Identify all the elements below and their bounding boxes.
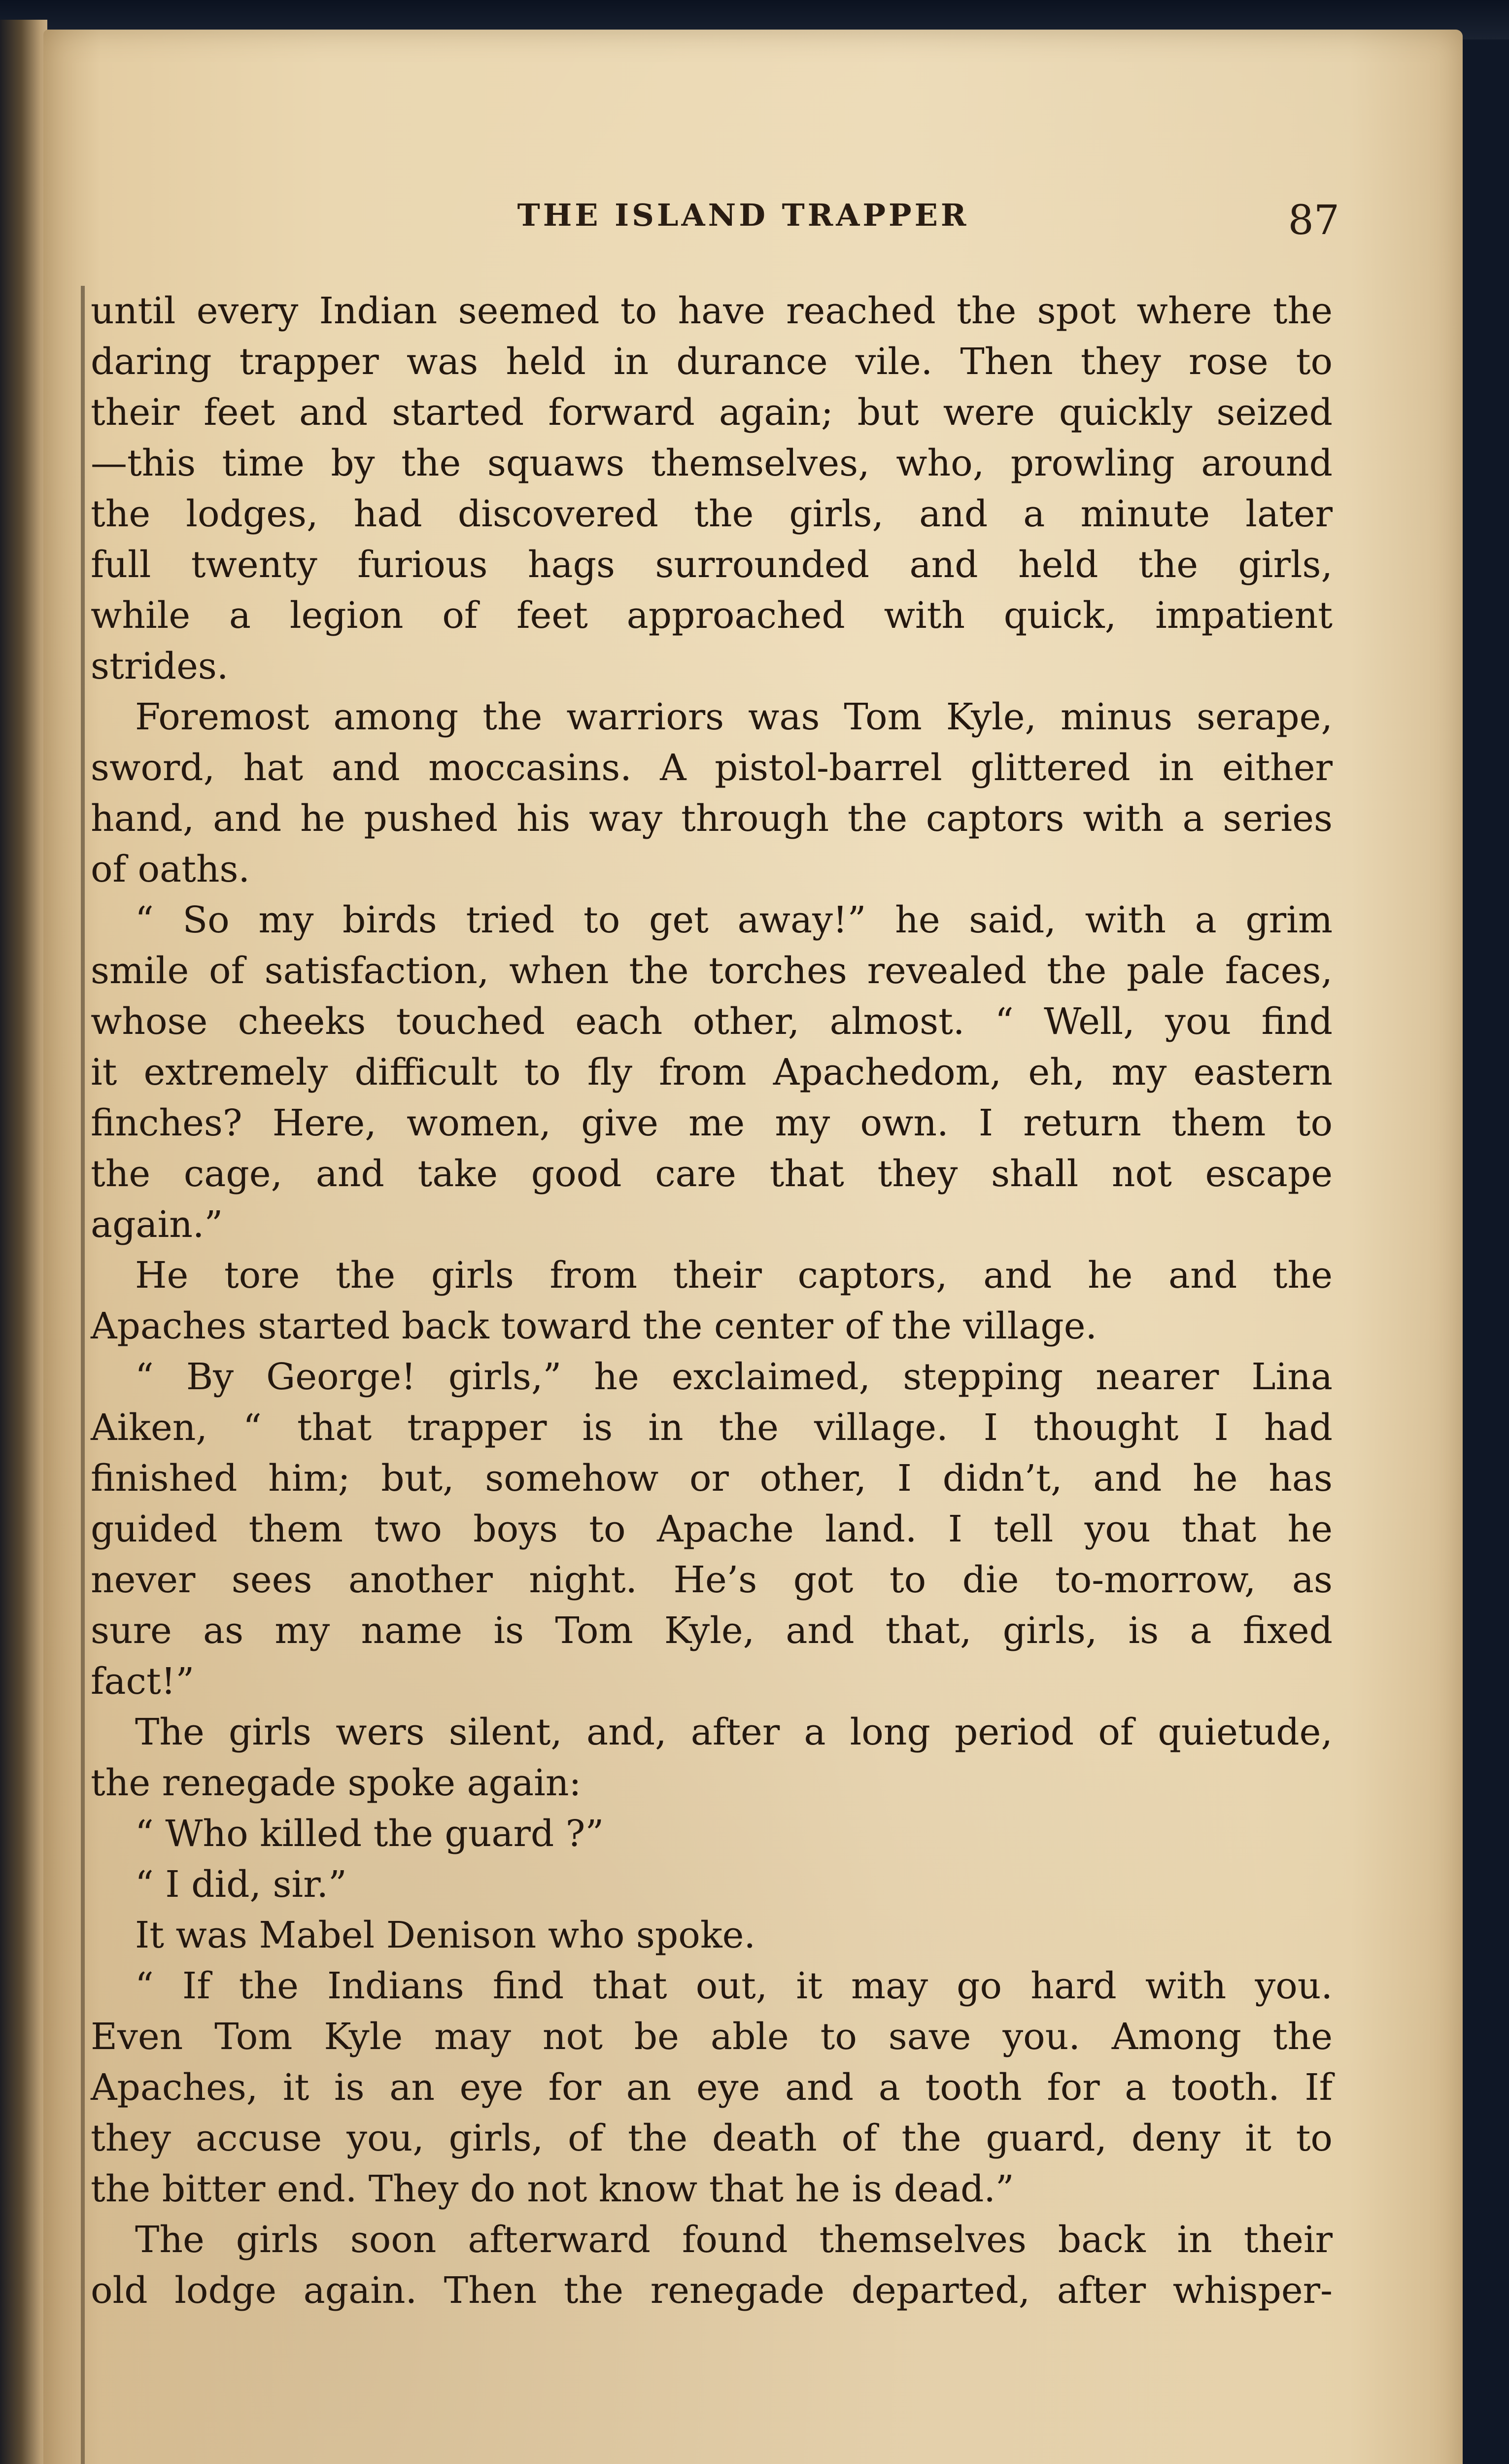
text-line: He tore the girls from their captors, and he and the [135,1254,1333,1297]
text-line: —this time by the squaws themselves, who, prowling around [91,442,1333,484]
text-line: The girls soon afterward found themselves back in their [135,2219,1333,2261]
text-line: never sees another night. He’s got to die to-morrow, as [91,1559,1333,1601]
book-spine-edge [0,20,47,2464]
running-head: THE ISLAND TRAPPER [517,197,969,233]
page-number: 87 [1288,197,1339,244]
text-line: It was Mabel Denison who spoke. [135,1914,755,1956]
text-line: the bitter end. They do not know that he is dead.” [91,2168,1014,2210]
text-line: full twenty furious hags surrounded and held the girls, [91,544,1333,586]
text-line: finished him; but, somehow or other, I didn’t, and he has [91,1457,1333,1500]
book-page [43,30,1463,2464]
text-line: whose cheeks touched each other, almost. “ Well, you find [91,1000,1333,1043]
text-line: smile of satisfaction, when the torches revealed the pale faces, [91,950,1333,992]
text-line: finches? Here, women, give me my own. I return them to [91,1102,1333,1144]
text-line: daring trapper was held in durance vile. Then they rose to [91,341,1333,383]
text-line: “ I did, sir.” [135,1863,347,1906]
text-line: Even Tom Kyle may not be able to save you. Among the [91,2016,1333,2058]
text-line: they accuse you, girls, of the death of the guard, deny it to [91,2117,1333,2159]
text-line: Aiken, “ that trapper is in the village. I thought I had [91,1406,1333,1449]
text-line: “ Who killed the guard ?” [135,1813,604,1855]
body-text [91,286,1333,2316]
text-line: Apaches, it is an eye for an eye and a tooth for a tooth. If [91,2066,1333,2109]
text-line: Apaches started back toward the center of the village. [91,1305,1097,1347]
text-line: the lodges, had discovered the girls, and a minute later [91,493,1333,535]
text-line: strides. [91,645,229,687]
text-line: old lodge again. Then the renegade departed, after whisper- [91,2269,1333,2312]
text-line: “ So my birds tried to get away!” he said, with a grim [135,899,1333,941]
text-line: of oaths. [91,848,250,890]
text-line: their feet and started forward again; but were quickly seized [91,391,1333,434]
text-line: The girls wers silent, and, after a long period of quietude, [135,1711,1333,1753]
text-line: guided them two boys to Apache land. I tell you that he [91,1508,1333,1550]
text-line: fact!” [91,1660,195,1703]
text-line: it extremely difficult to fly from Apachedom, eh, my eastern [91,1051,1333,1094]
text-line: “ If the Indians find that out, it may go hard with you. [135,1965,1333,2007]
text-line: again.” [91,1203,223,1246]
text-line: sure as my name is Tom Kyle, and that, girls, is a fixed [91,1609,1333,1652]
text-line: sword, hat and moccasins. A pistol-barrel glittered in either [91,747,1333,789]
text-line: “ By George! girls,” he exclaimed, stepping nearer Lina [135,1356,1333,1398]
gutter-shadow [81,286,85,2464]
text-line: hand, and he pushed his way through the captors with a series [91,797,1333,840]
text-line: Foremost among the warriors was Tom Kyle, minus serape, [135,696,1333,738]
text-line: the cage, and take good care that they shall not escape [91,1153,1333,1195]
text-line: the renegade spoke again: [91,1762,582,1804]
text-line: until every Indian seemed to have reached the spot where the [91,290,1333,332]
text-line: while a legion of feet approached with quick, impatient [91,594,1333,637]
